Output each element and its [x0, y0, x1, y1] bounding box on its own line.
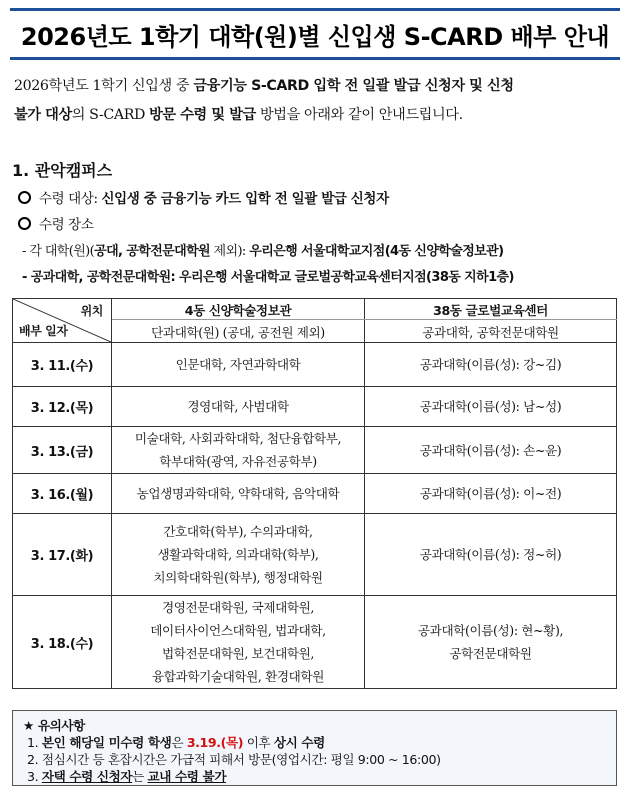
bullet-place — [18, 213, 93, 233]
table-row — [13, 427, 617, 474]
table-row — [13, 474, 617, 514]
cell-line: 치의학대학원(학부), 행정대학원 — [153, 570, 323, 585]
intro-bold-1: 금융기능 S-CARD 입학 전 일괄 발급 신청자 및 신청 — [193, 78, 514, 94]
cell-line: 공과대학(이름(성): 정~허) — [419, 547, 562, 562]
cell-line: 데이터사이언스대학원, 법과대학, — [150, 623, 326, 638]
target-label: 수령 대상: — [39, 191, 102, 207]
notice1-text2: 이후 — [243, 735, 274, 750]
place-line-1 — [22, 240, 503, 259]
table-row — [13, 596, 617, 689]
place1-part-c: 제외): — [210, 244, 250, 259]
row-col2 — [365, 596, 617, 689]
table-corner — [13, 299, 112, 343]
notice-box — [12, 710, 617, 786]
cell-line: 경영대학, 사범대학 — [187, 399, 289, 414]
corner-top-label: 위치 — [80, 304, 103, 318]
cell-line: 공과대학(이름(성): 현~황), — [417, 623, 564, 638]
col1-subtitle: 단과대학(원) (공대, 공전원 제외) — [112, 320, 365, 343]
notice1-text: 은 — [171, 735, 187, 750]
circle-bullet-icon — [18, 217, 31, 230]
bullet-target — [18, 187, 389, 207]
place1-part-d: 우리은행 서울대학교지점(4동 신양학술정보관) — [249, 244, 504, 259]
notice1-date: 3.19.(목) — [186, 735, 244, 750]
place-line-2: - 공과대학, 공학전문대학원: 우리은행 서울대학교 글로벌공학교육센터지점(38동 지하1층) — [22, 270, 514, 285]
row-col2 — [365, 343, 617, 387]
cell-line: 공과대학(이름(성): 남~성) — [419, 399, 562, 414]
row-col1 — [112, 387, 365, 427]
cell-line: 공과대학(이름(성): 강~김) — [419, 357, 562, 372]
row-date: 3. 11.(수) — [13, 343, 112, 387]
cell-line: 법학전문대학원, 보건대학원, — [162, 646, 314, 661]
row-col1 — [112, 596, 365, 689]
row-col2 — [365, 427, 617, 474]
notice3-num: 3. — [27, 769, 42, 784]
cell-line: 공과대학(이름(성): 이~전) — [419, 486, 562, 501]
notice1-bold: 본인 해당일 미수령 학생 — [41, 735, 172, 750]
cell-line: 생활과학대학, 의과대학(학부), — [157, 547, 319, 562]
row-col2 — [365, 387, 617, 427]
title-bar — [10, 8, 620, 58]
intro-paragraph — [14, 72, 620, 130]
table-row — [13, 514, 617, 596]
row-date: 3. 12.(목) — [13, 387, 112, 427]
cell-line: 경영전문대학원, 국제대학원, — [162, 600, 314, 615]
page-title: 2026년도 1학기 대학(원)별 신입생 S-CARD 배부 안내 — [20, 23, 610, 51]
notice-title: ★ 유의사항 — [23, 718, 85, 733]
corner-bottom-label: 배부 일자 — [19, 324, 68, 338]
row-col2 — [365, 514, 617, 596]
cell-line: 공학전문대학원 — [449, 646, 532, 661]
row-col1 — [112, 474, 365, 514]
row-col1 — [112, 427, 365, 474]
row-col2 — [365, 474, 617, 514]
row-col1 — [112, 514, 365, 596]
cell-line: 학부대학(광역, 자유전공학부) — [159, 454, 317, 469]
notice3-bold2: 교내 수령 불가 — [147, 769, 227, 784]
cell-line: 인문대학, 자연과학대학 — [175, 357, 301, 372]
cell-line: 융합과학기술대학원, 환경대학원 — [152, 669, 324, 684]
section-title: 1. 관악캠퍼스 — [12, 161, 113, 180]
row-col1 — [112, 343, 365, 387]
intro-bold-3: 방문 수령 및 발급 — [149, 107, 256, 123]
table-body — [13, 343, 617, 689]
place1-part-b: 공대, 공학전문대학원 — [94, 244, 210, 259]
intro-bold-2: 불가 대상 — [14, 107, 72, 123]
notice-item-3 — [27, 766, 226, 785]
intro-text-2: 의 S-CARD — [71, 107, 150, 123]
notice1-bold2: 상시 수령 — [273, 735, 325, 750]
cell-line: 공과대학(이름(성): 손~윤) — [419, 442, 562, 458]
place-label: 수령 장소 — [39, 217, 94, 233]
cell-line: 미술대학, 사회과학대학, 첨단융합학부, — [134, 431, 342, 446]
cell-line: 농업생명과학대학, 약학대학, 음악대학 — [136, 486, 340, 501]
notice-item-2: 2. 점심시간 등 혼잡시간은 가급적 피해서 방문(영업시간: 평일 9:00 ~ 16:00) — [27, 752, 441, 767]
circle-bullet-icon — [18, 191, 31, 204]
title-bottom-rule — [10, 57, 620, 60]
row-date: 3. 17.(화) — [13, 514, 112, 596]
col2-title: 38동 글로벌교육센터 — [365, 299, 617, 320]
table-row — [13, 343, 617, 387]
place1-part-a: - 각 대학(원)( — [22, 244, 95, 259]
row-date: 3. 13.(금) — [13, 427, 112, 474]
target-value: 신입생 중 금융기능 카드 입학 전 일괄 발급 신청자 — [101, 191, 389, 207]
notice3-bold: 자택 수령 신청자 — [41, 769, 133, 784]
intro-text-3: 방법을 아래와 같이 안내드립니다. — [255, 107, 463, 123]
title-top-rule — [10, 8, 620, 11]
table-row — [13, 387, 617, 427]
row-date: 3. 18.(수) — [13, 596, 112, 689]
schedule-table — [12, 298, 617, 689]
intro-text-1: 2026학년도 1학기 신입생 중 — [14, 78, 194, 94]
col1-title: 4동 신양학술정보관 — [112, 299, 365, 320]
notice3-text: 는 — [132, 769, 148, 784]
col2-subtitle: 공과대학, 공학전문대학원 — [365, 320, 617, 343]
cell-line: 간호대학(학부), 수의과대학, — [163, 524, 313, 539]
row-date: 3. 16.(월) — [13, 474, 112, 514]
notice1-num: 1. — [27, 735, 42, 750]
